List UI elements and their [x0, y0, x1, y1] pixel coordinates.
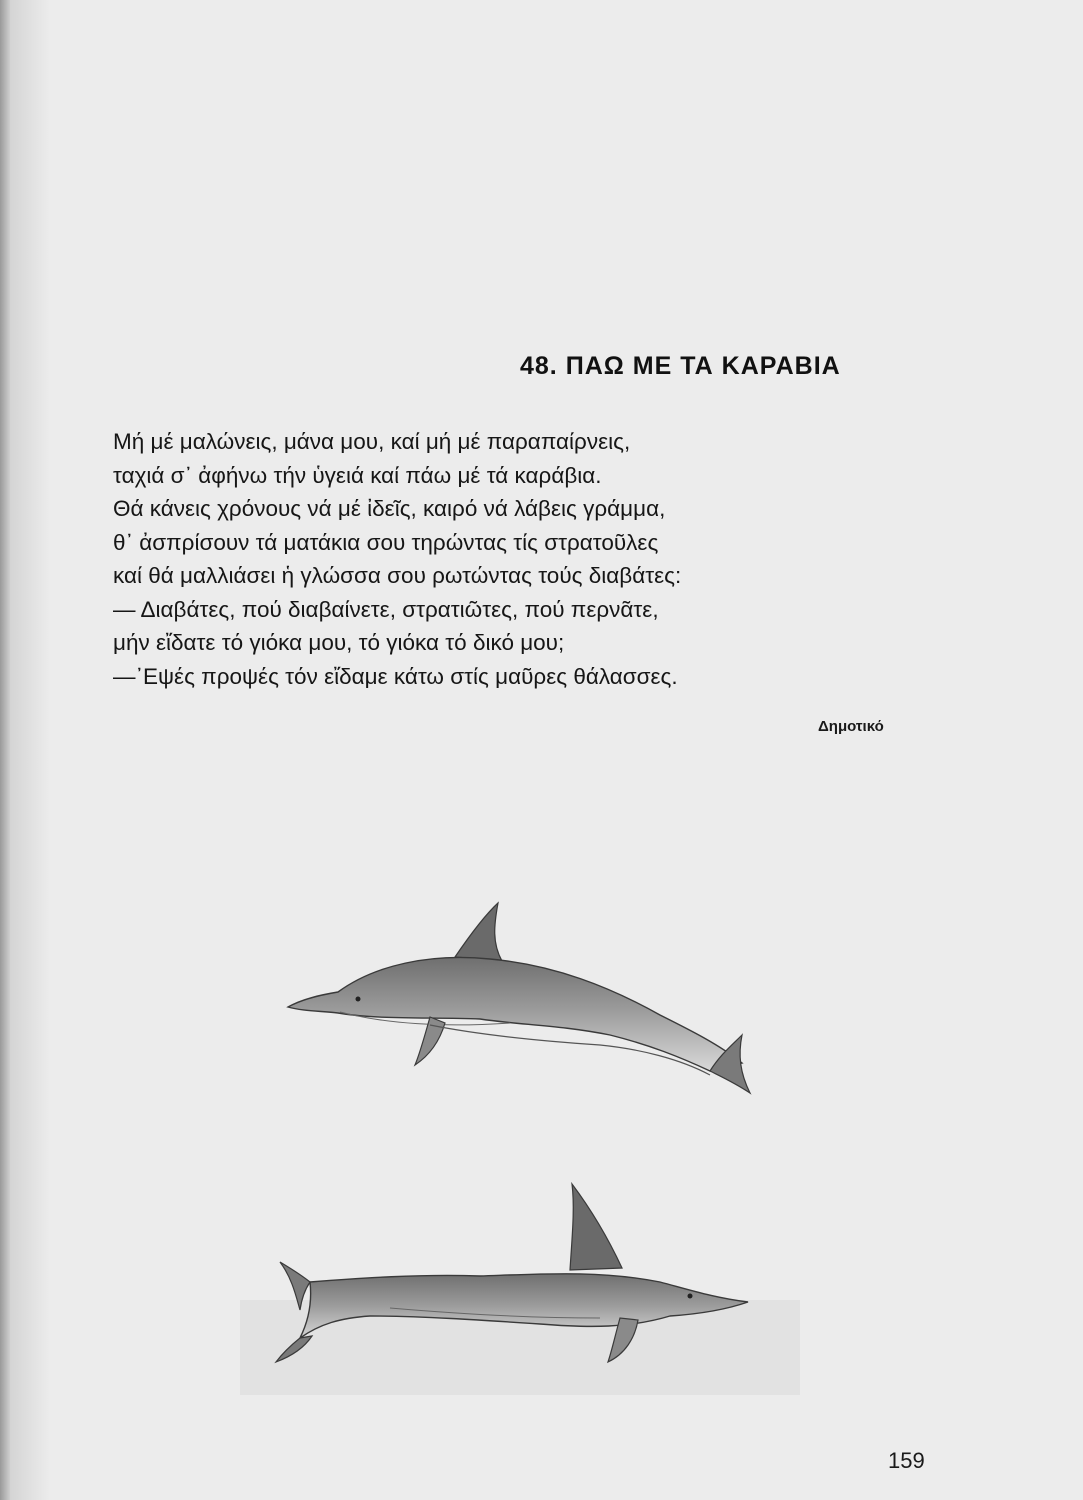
- page-edge-shadow: [10, 0, 50, 1500]
- poem-line-6: — Διαβάτες, πού διαβαίνετε, στρατιῶτες, πού περνᾶτε,: [113, 596, 659, 622]
- dolphin-illustration-top: [280, 895, 760, 1100]
- poem-line-3: Θά κάνεις χρόνους νά μέ ἰδεῖς, καιρό νά λάβεις γράμμα,: [113, 496, 666, 521]
- poem-line-8: —᾿Εψές προψές τόν εἴδαμε κάτω στίς μαῦρες θάλασσες.: [113, 663, 678, 689]
- dolphin-illustration-bottom: [270, 1178, 760, 1378]
- book-spine: [0, 0, 10, 1500]
- poem-title: 48. ΠΑΩ ΜΕ ΤΑ ΚΑΡΑΒΙΑ: [520, 352, 841, 380]
- poem-line-4: θ᾽ ἀσπρίσουν τά ματάκια σου τηρώντας τίς στρατοῦλες: [113, 529, 659, 555]
- poem-line-5: καί θά μαλλιάσει ἡ γλώσσα σου ρωτώντας τούς διαβάτες:: [113, 563, 682, 588]
- page-number: 159: [888, 1448, 925, 1473]
- poem-line-2: ταχιά σ᾽ ἀφήνω τήν ὑγειά καί πάω μέ τά καράβια.: [113, 462, 602, 488]
- poem-line-7: μήν εἴδατε τό γιόκα μου, τό γιόκα τό δικό μου;: [113, 630, 565, 655]
- poem-author: Δημοτικό: [818, 718, 884, 735]
- poem-line-1: Μή μέ μαλώνεις, μάνα μου, καί μή μέ παραπαίρνεις,: [113, 429, 631, 454]
- poem-body: [113, 425, 933, 693]
